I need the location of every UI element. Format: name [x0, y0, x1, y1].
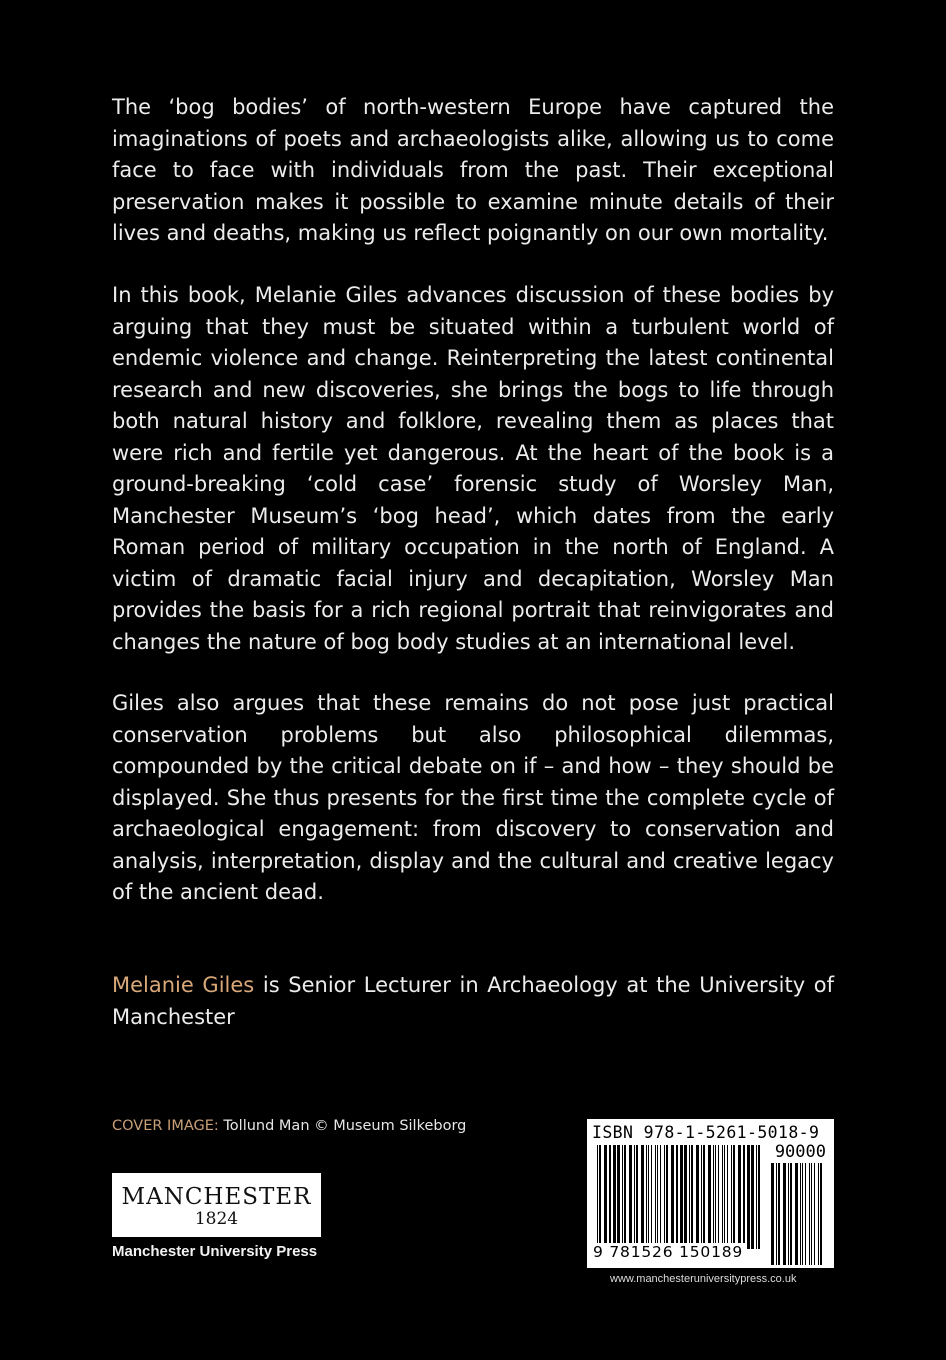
- barcode-bar: [724, 1145, 725, 1249]
- barcode-bar: [691, 1145, 693, 1249]
- cover-credit-text: Tollund Man © Museum Silkeborg: [218, 1118, 467, 1134]
- ean-digits: 9 781526 150189: [593, 1243, 744, 1261]
- barcode-bar: [599, 1145, 601, 1249]
- barcode-bar: [629, 1145, 632, 1249]
- barcode-bar: [718, 1145, 719, 1249]
- barcode-bar: [805, 1163, 806, 1265]
- publisher-name: Manchester University Press: [112, 1243, 318, 1260]
- barcode-bar: [818, 1163, 819, 1265]
- barcode-bar: [609, 1145, 611, 1249]
- blurb-paragraph-1: The ‘bog bodies’ of north-western Europe have captured the imaginations of poets and archaeologists alike, allowing us to come face to face with individuals from the past. Their exceptional preservation makes it possible to examine minute details of their lives and deaths, making us reflect poignantly on our own mortality.: [112, 95, 834, 245]
- barcode-bar: [660, 1145, 661, 1249]
- barcode-bar: [651, 1145, 652, 1249]
- barcode-bar: [820, 1163, 822, 1265]
- barcode-bar: [617, 1145, 620, 1249]
- isbn-barcode: [587, 1119, 834, 1268]
- barcode-bar: [727, 1145, 728, 1249]
- barcode-bar: [684, 1145, 687, 1249]
- barcode-bar: [622, 1145, 623, 1249]
- barcode-bar: [758, 1145, 760, 1249]
- barcode-bar: [634, 1145, 635, 1249]
- barcode-bar: [751, 1145, 754, 1249]
- barcode-bar: [788, 1163, 789, 1265]
- barcode-bar: [713, 1145, 714, 1249]
- barcode-bar: [703, 1145, 705, 1249]
- barcode-bar: [790, 1163, 792, 1265]
- barcode-bar: [795, 1163, 798, 1265]
- barcode-bar: [648, 1145, 649, 1249]
- barcode-bar: [778, 1163, 780, 1265]
- publisher-logo-wordmark: MANCHESTER: [121, 1184, 312, 1210]
- barcode-bar: [655, 1145, 656, 1249]
- barcode-bar: [715, 1145, 716, 1249]
- barcode-bar: [814, 1163, 815, 1265]
- barcode-bar: [800, 1163, 801, 1265]
- barcode-bar: [701, 1145, 702, 1249]
- barcode-bar: [680, 1145, 683, 1249]
- publisher-logo: [112, 1173, 321, 1237]
- barcode-bar: [811, 1163, 812, 1265]
- barcode-bar: [676, 1145, 678, 1249]
- blurb-paragraph-2: In this book, Melanie Giles advances discussion of these bodies by arguing that they must be situated within a turbulent world of endemic violence and change. Reinterpreting the latest continental research and new discoveries, she brings the bogs to life through both natural history and folklore, revealing them as places that were rich and fertile yet dangerous. At the heart of the book is a ground-breaking ‘cold case’ forensic study of Worsley Man, Manchester Museum’s ‘bog head’, which dates from the early Roman period of military occupation in the north of England. A victim of dramatic facial injury and decapitation, Worsley Man provides the basis for a rich regional portrait that reinvigorates and changes the nature of bog body studies at an international level.: [112, 283, 834, 654]
- website-url: www.manchesteruniversitypress.co.uk: [610, 1273, 797, 1285]
- barcode-bar: [802, 1163, 803, 1265]
- barcode-bar: [771, 1163, 774, 1265]
- publisher-logo-year: 1824: [194, 1209, 239, 1229]
- barcode-bar: [657, 1145, 658, 1249]
- barcode-bar: [597, 1145, 598, 1249]
- barcode-bar: [641, 1145, 644, 1249]
- cover-credit: [112, 1118, 466, 1134]
- barcode-bar: [733, 1145, 735, 1249]
- barcode-bar: [636, 1145, 638, 1249]
- barcode-bar: [722, 1145, 723, 1249]
- barcode-bar: [689, 1145, 690, 1249]
- author-bio: [112, 970, 834, 1033]
- barcode-bar: [613, 1145, 616, 1249]
- blurb-paragraph-3: Giles also argues that these remains do not pose just practical conservation problems but also philosophical dilemmas, compounded by the critical debate on if – and how – they should be displayed. She thus presents for the first time the complete cycle of archaeological engagement: from discovery to conservation and analysis, interpretation, display and the cultural and creative legacy of the ancient dead.: [112, 691, 834, 904]
- barcode-bar: [671, 1145, 674, 1249]
- barcode-bar: [664, 1145, 665, 1249]
- barcode-bar: [809, 1163, 810, 1265]
- barcode-bar: [738, 1145, 741, 1249]
- barcode-bar: [646, 1145, 647, 1249]
- cover-credit-label: COVER IMAGE:: [112, 1118, 219, 1134]
- barcode-bar: [731, 1145, 732, 1249]
- isbn-number: ISBN 978-1-5261-5018-9: [592, 1123, 820, 1142]
- barcode-bar: [747, 1145, 750, 1249]
- barcode-bar: [783, 1163, 786, 1265]
- price-addon-code: 90000: [774, 1142, 826, 1162]
- barcode-bar: [776, 1163, 777, 1265]
- barcode-bar: [604, 1145, 607, 1249]
- barcode-bar: [666, 1145, 668, 1249]
- barcode-bar: [708, 1145, 711, 1249]
- author-bio-text: is Senior Lecturer in Archaeology at the University of Manchester: [112, 973, 834, 1029]
- barcode-bar: [696, 1145, 699, 1249]
- barcode-bar: [743, 1145, 745, 1249]
- barcode-bar: [756, 1145, 757, 1249]
- barcode-bar: [624, 1145, 626, 1249]
- author-name: Melanie Giles: [112, 973, 255, 997]
